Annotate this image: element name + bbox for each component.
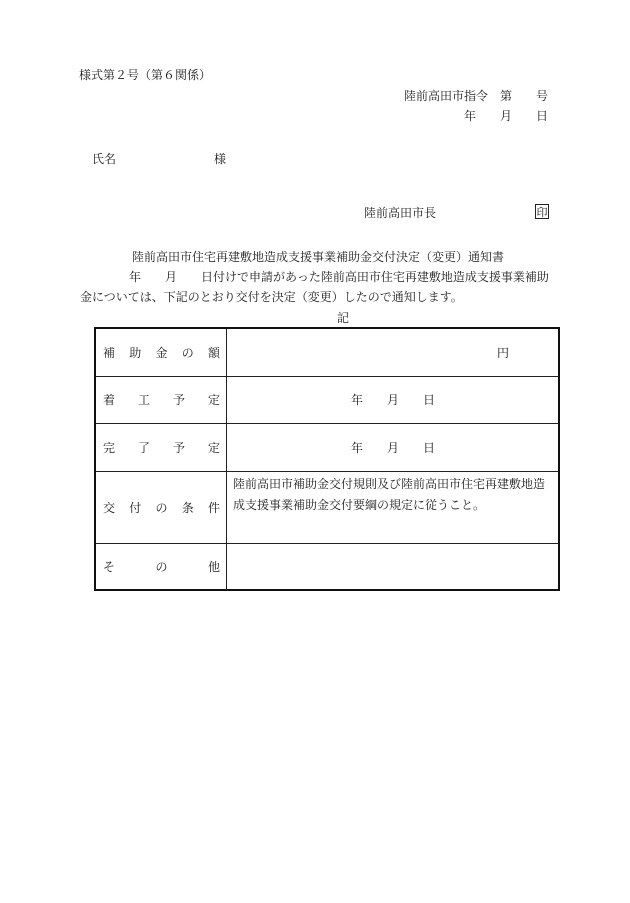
label-completion: 完 了 予 定 xyxy=(95,423,227,471)
value-grant-conditions: 陸前高田市補助金交付規則及び陸前高田市住宅再建敷地造 成支援事業補助金交付要綱の規定に従うこと。 xyxy=(227,471,560,543)
designation-number: 陸前高田市指令 第 号 xyxy=(404,89,549,103)
table-row-completion xyxy=(95,423,559,471)
notice-body-line-2: 金については、下記のとおり交付を決定（変更）したので通知します。 xyxy=(80,290,463,304)
table-row-grant-conditions xyxy=(95,471,559,543)
value-subsidy-amount: 円 xyxy=(227,328,560,376)
notice-ki-heading: 記 xyxy=(337,311,350,325)
seal-stamp: 印 xyxy=(536,206,548,219)
value-construction-start: 年 月 日 xyxy=(227,376,560,423)
form-number: 様式第２号（第６関係） xyxy=(79,68,212,82)
notice-body-line-1: 年 月 日付けで申請があった陸前高田市住宅再建敷地造成支援事業補助 xyxy=(129,270,549,284)
addressee-name-label: 氏名 xyxy=(92,152,117,166)
subsidy-details-table xyxy=(94,327,560,591)
issue-date: 年 月 日 xyxy=(464,109,549,123)
notice-title: 陸前高田市住宅再建敷地造成支援事業補助金交付決定（変更）通知書 xyxy=(132,250,505,264)
label-grant-conditions: 交 付 の 条 件 xyxy=(95,471,227,543)
label-construction-start: 着 工 予 定 xyxy=(95,376,227,423)
issuer-title: 陸前高田市長 xyxy=(364,206,437,220)
label-other: そ の 他 xyxy=(95,543,227,590)
table-row-subsidy-amount xyxy=(95,328,559,376)
table-row-other xyxy=(95,543,559,590)
value-other xyxy=(227,543,560,590)
label-subsidy-amount: 補 助 金 の 額 xyxy=(95,328,227,376)
addressee-honorific: 様 xyxy=(214,152,227,166)
table-row-construction-start xyxy=(95,376,559,423)
value-completion: 年 月 日 xyxy=(227,423,560,471)
